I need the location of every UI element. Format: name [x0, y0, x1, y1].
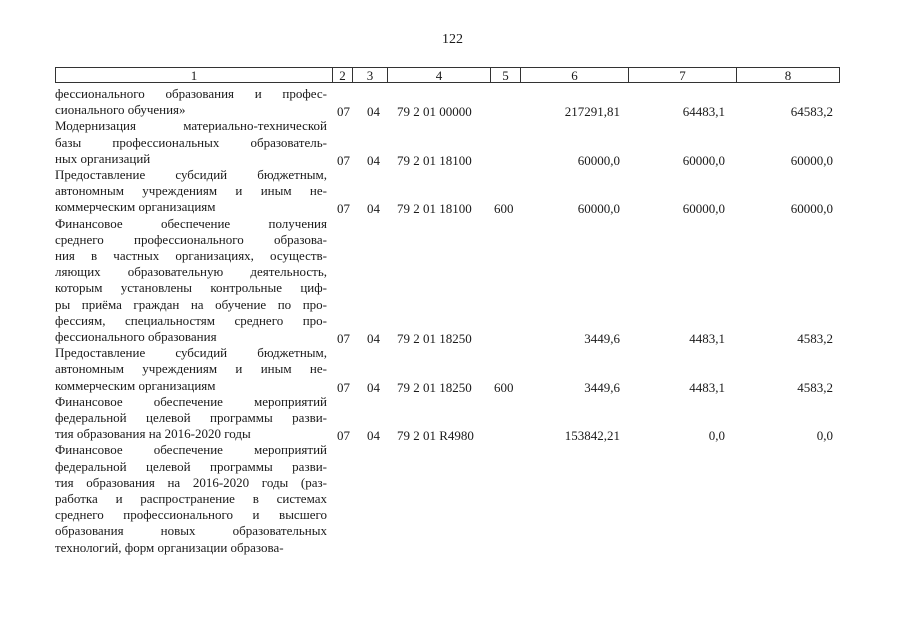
cell-c3: 04: [367, 331, 380, 346]
description-line: Модернизация материально-технической: [55, 118, 327, 134]
cell-c7: 64483,1: [682, 104, 725, 120]
description-line: которым установлены контрольные циф-: [55, 280, 327, 296]
cell-c3: 04: [367, 379, 380, 395]
description-line: образования новых образовательных: [55, 523, 327, 539]
header-col-6: 6: [520, 67, 628, 83]
header-col-8: 8: [736, 67, 840, 83]
description-line: тия образования на 2016-2020 годы: [55, 426, 251, 442]
header-col-4: 4: [387, 67, 490, 83]
cell-c4: 79 2 01 18100: [397, 201, 472, 217]
description-line: автономным учреждениям и иным не-: [55, 183, 327, 199]
cell-c2: 07: [337, 428, 350, 444]
cell-c7: 4483,1: [689, 331, 725, 346]
description-line: технологий, форм организации образова-: [55, 539, 284, 555]
description-line: Финансовое обеспечение мероприятий: [55, 393, 327, 409]
cell-c3: 04: [367, 201, 380, 217]
cell-c8: 4583,2: [797, 331, 833, 346]
cell-c3: 04: [367, 152, 380, 168]
header-col-1: 1: [55, 67, 332, 83]
description-line: базы профессиональных образователь-: [55, 134, 327, 150]
cell-c2: 07: [337, 104, 350, 120]
description-line: коммерческим организациям: [55, 377, 216, 393]
cell-c7: 60000,0: [682, 201, 725, 217]
description-line: федеральной целевой программы разви-: [55, 410, 327, 425]
cell-c7: 60000,0: [682, 152, 725, 168]
header-col-2: 2: [332, 67, 352, 83]
cell-c8: 4583,2: [797, 379, 833, 395]
cell-c5: 600: [494, 201, 514, 217]
description-line: ры приёма граждан на обучение по про-: [55, 296, 327, 312]
cell-c8: 60000,0: [790, 152, 833, 168]
cell-c4: 79 2 01 18250: [397, 331, 472, 346]
cell-c6: 60000,0: [577, 152, 620, 168]
cell-c3: 04: [367, 104, 380, 120]
cell-c2: 07: [337, 201, 350, 217]
description-line: Предоставление субсидий бюджетным,: [55, 167, 327, 182]
description-line: федеральной целевой программы разви-: [55, 458, 327, 474]
cell-c6: 60000,0: [577, 201, 620, 217]
cell-c6: 217291,81: [564, 104, 620, 120]
description-line: среднего профессионального образова-: [55, 231, 327, 247]
cell-c2: 07: [337, 331, 350, 346]
row-description: [55, 216, 327, 346]
description-line: среднего профессионального и высшего: [55, 507, 327, 523]
description-line: ния в частных организациях, осуществ-: [55, 248, 327, 263]
cell-c6: 3449,6: [584, 379, 620, 395]
description-line: работка и распространение в системах: [55, 491, 327, 506]
header-col-5: 5: [490, 67, 520, 83]
cell-c4: 79 2 01 00000: [397, 104, 472, 120]
description-line: фессиям, специальностям среднего про-: [55, 312, 327, 328]
description-line: фессионального образования: [55, 329, 217, 345]
cell-c5: 600: [494, 379, 514, 395]
description-line: Финансовое обеспечение получения: [55, 215, 327, 231]
cell-c2: 07: [337, 152, 350, 168]
cell-c8: 60000,0: [790, 201, 833, 217]
description-line: Предоставление субсидий бюджетным,: [55, 345, 327, 361]
cell-c8: 0,0: [816, 428, 833, 444]
cell-c4: 79 2 01 R4980: [397, 428, 474, 444]
description-line: коммерческим организациям: [55, 199, 216, 215]
description-line: Финансовое обеспечение мероприятий: [55, 442, 327, 458]
description-line: автономным учреждениям и иным не-: [55, 361, 327, 377]
description-line: ных организаций: [55, 150, 151, 166]
cell-c2: 07: [337, 379, 350, 395]
cell-c4: 79 2 01 18100: [397, 152, 472, 168]
cell-c4: 79 2 01 18250: [397, 379, 472, 395]
cell-c6: 3449,6: [584, 331, 620, 346]
header-col-7: 7: [628, 67, 736, 83]
cell-c6: 153842,21: [564, 428, 620, 444]
description-line: ляющих образовательную деятельность,: [55, 264, 327, 280]
cell-c7: 4483,1: [689, 379, 725, 395]
table-header: [55, 67, 840, 84]
row-values: [0, 444, 905, 460]
cell-c3: 04: [367, 428, 380, 444]
description-line: фессионального образования и профес-: [55, 86, 327, 101]
description-line: сионального обучения»: [55, 102, 186, 118]
cell-c8: 64583,2: [790, 104, 833, 120]
page-number: 122: [442, 32, 463, 47]
cell-c7: 0,0: [708, 428, 725, 444]
description-line: тия образования на 2016-2020 годы (раз-: [55, 474, 327, 490]
header-col-3: 3: [352, 67, 387, 83]
